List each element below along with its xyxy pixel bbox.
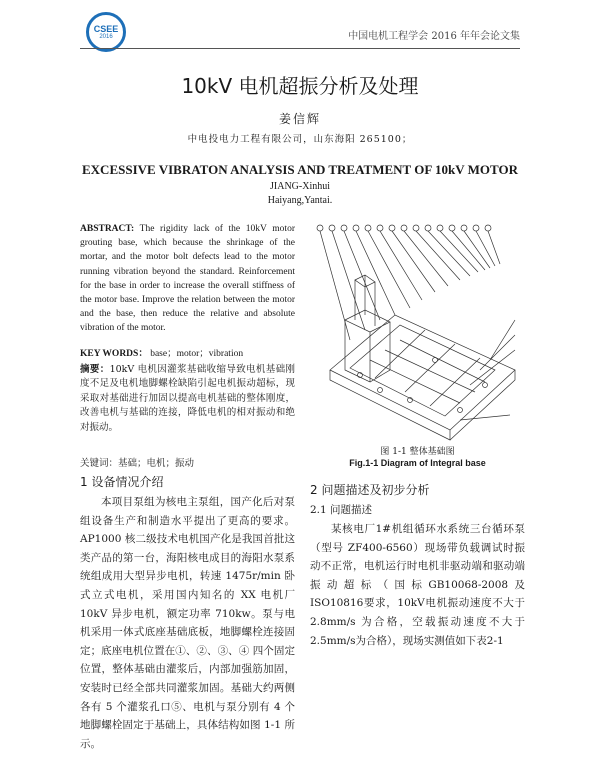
chinese-keywords: [80, 455, 295, 469]
paper-title: 10kV 电机超振分析及处理: [181, 74, 419, 98]
integral-base-diagram: [310, 220, 525, 445]
header-divider: [80, 48, 520, 49]
abstract-label: ABSTRACT:: [80, 224, 135, 234]
conference-logo: [86, 12, 126, 52]
keywords-label: KEY WORDS：: [80, 349, 148, 359]
callout-markers: [317, 225, 491, 231]
zh-keywords-label: 关键词：: [80, 458, 119, 469]
section1-heading: 1 设备情况介绍: [80, 475, 164, 489]
running-title: 中国电机工程学会 2016 年年会论文集: [348, 31, 520, 42]
section2-heading: 2 问题描述及初步分析: [310, 483, 430, 497]
section2-body: 某核电厂1#机组循环水系统三台循环泵（型号 ZF400-6560）现场带负载调试时振动不正常，电机运行时电机非驱动端和驱动端振动超标（国标GB10068-2008及ISO10816要求，10kV电机振动速度不大于2.8mm/s 为合格，空载振动速度不大于2.5mm/s为合格），现场实测值如下表2-1: [310, 523, 525, 647]
zh-keywords-text: 基础；电机；振动: [118, 458, 195, 469]
english-abstract: [80, 222, 295, 336]
english-keywords: [80, 345, 295, 359]
section2-subheading: 2.1 问题描述: [310, 504, 373, 516]
english-author: JIANG-Xinhui: [270, 181, 330, 192]
english-affiliation: Haiyang,Yantai.: [267, 195, 333, 206]
logo-text: CSEE: [93, 23, 119, 34]
chinese-abstract: [80, 363, 295, 435]
section1-body: 本项目泵组为核电主泵组，国产化后对泵组设备生产和制造水平提出了更高的要求。AP1000 核二级技术电机国产化是我国首批这类产品的第一台，海阳核电成目的海阳水泵系统组成用大型异步电机，转速 1475r/min 卧式立式电机，采用国内知名的 XX 电机厂10kV 异步电机，额定功率 710kw。泵与电机采用一体式底座基础底板，地脚螺栓连接固定；底座电机位置在①、②、③、④ 四个固定位置，整体基础由灌浆后，内部加强筋加固，安装时已经全部共同灌浆加固。基础大约两侧各有 5 个灌浆孔口⑤、电机与泵分别有 4 个地脚螺栓固定于基础上，具体结构如图 1-1 所示。: [80, 496, 295, 750]
abstract-text: The rigidity lack of the 10kV motor grouting base, which because the shrinkage of the mortar, and the motor bolt defects lead to the motor running vibration beyond the standard. Reinforcement for the base in order to increase the overall stiffness of the motor base. Improve the relation between the motor and the base, then reduce the relative and absolute vibration of the motor.: [80, 224, 295, 334]
author-name: 姜信辉: [278, 112, 321, 126]
figure-caption-zh: 图 1-1 整体基础图: [380, 447, 455, 457]
zh-abstract-label: 摘要：: [80, 364, 110, 375]
zh-abstract-text: 10kV 电机因灌浆基础收缩导致电机基础刚度不足及电机地脚螺栓缺陷引起电机振动超标，现采取对基础进行加固以提高电机基础的整体刚度，改善电机与基础的连接，降低电机的相对振动和绝对振动。: [80, 364, 295, 433]
figure-caption-en: Fig.1-1 Diagram of Integral base: [349, 458, 486, 468]
author-affiliation: 中电投电力工程有限公司，山东海阳 265100；: [187, 134, 413, 145]
logo-year: 2016: [99, 33, 113, 40]
english-title: EXCESSIVE VIBRATON ANALYSIS AND TREATMENT OF 10kV MOTOR: [82, 162, 518, 177]
keywords-text: base；motor；vibration: [150, 349, 244, 359]
